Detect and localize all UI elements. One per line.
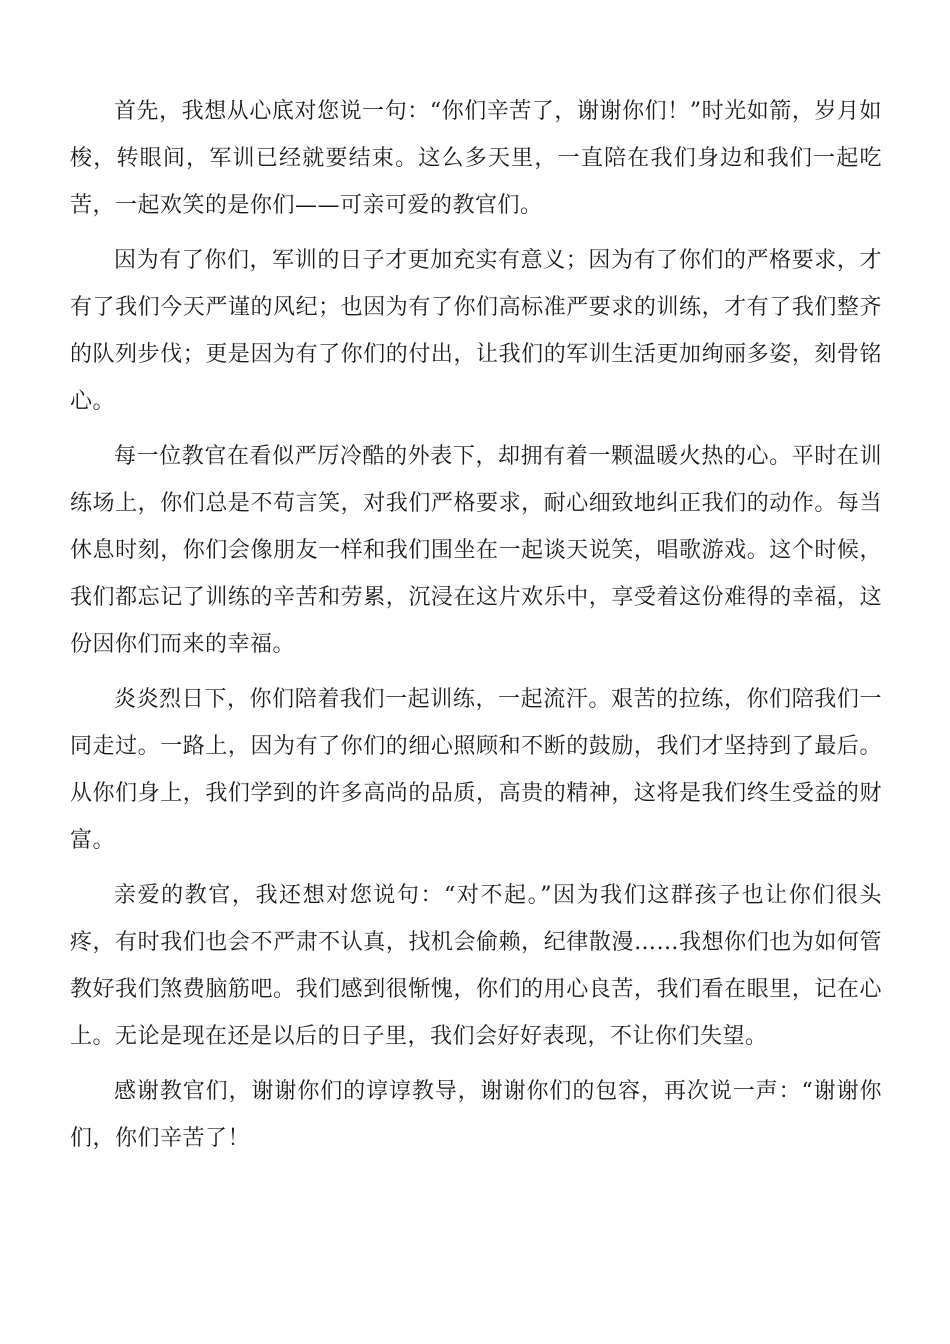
document-body <box>70 88 882 1170</box>
paragraph-2: 因为有了你们，军训的日子才更加充实有意义；因为有了你们的严格要求，才有了我们今天严谨的风纪；也因为有了你们高标准严要求的训练，才有了我们整齐的队列步伐；更是因为有了你们的付出，让我们的军训生活更加绚丽多姿，刻骨铭心。 <box>70 248 882 414</box>
paragraph-4: 炎炎烈日下，你们陪着我们一起训练，一起流汗。艰苦的拉练，你们陪我们一同走过。一路上，因为有了你们的细心照顾和不断的鼓励，我们才坚持到了最后。从你们身上，我们学到的许多高尚的品质，高贵的精神，这将是我们终生受益的财富。 <box>70 687 882 853</box>
paragraph-1: 首先，我想从心底对您说一句：“你们辛苦了，谢谢你们！”时光如箭，岁月如梭，转眼间，军训已经就要结束。这么多天里，一直陪在我们身边和我们一起吃苦，一起欢笑的是你们——可亲可爱的教官们。 <box>70 99 882 218</box>
paragraph-5: 亲爱的教官，我还想对您说句：“对不起。”因为我们这群孩子也让你们很头疼，有时我们也会不严肃不认真，找机会偷赖，纪律散漫……我想你们也为如何管教好我们煞费脑筋吧。我们感到很惭愧，你们的用心良苦，我们看在眼里，记在心上。无论是现在还是以后的日子里，我们会好好表现，不让你们失望。 <box>70 883 882 1049</box>
paragraph-3: 每一位教官在看似严厉冷酷的外表下，却拥有着一颗温暖火热的心。平时在训练场上，你们总是不苟言笑，对我们严格要求，耐心细致地纠正我们的动作。每当休息时刻，你们会像朋友一样和我们围坐在一起谈天说笑，唱歌游戏。这个时候，我们都忘记了训练的辛苦和劳累，沉浸在这片欢乐中，享受着这份难得的幸福，这份因你们而来的幸福。 <box>70 444 882 657</box>
paragraph-6: 感谢教官们，谢谢你们的谆谆教导，谢谢你们的包容，再次说一声：“谢谢你们，你们辛苦了！ <box>70 1079 882 1151</box>
